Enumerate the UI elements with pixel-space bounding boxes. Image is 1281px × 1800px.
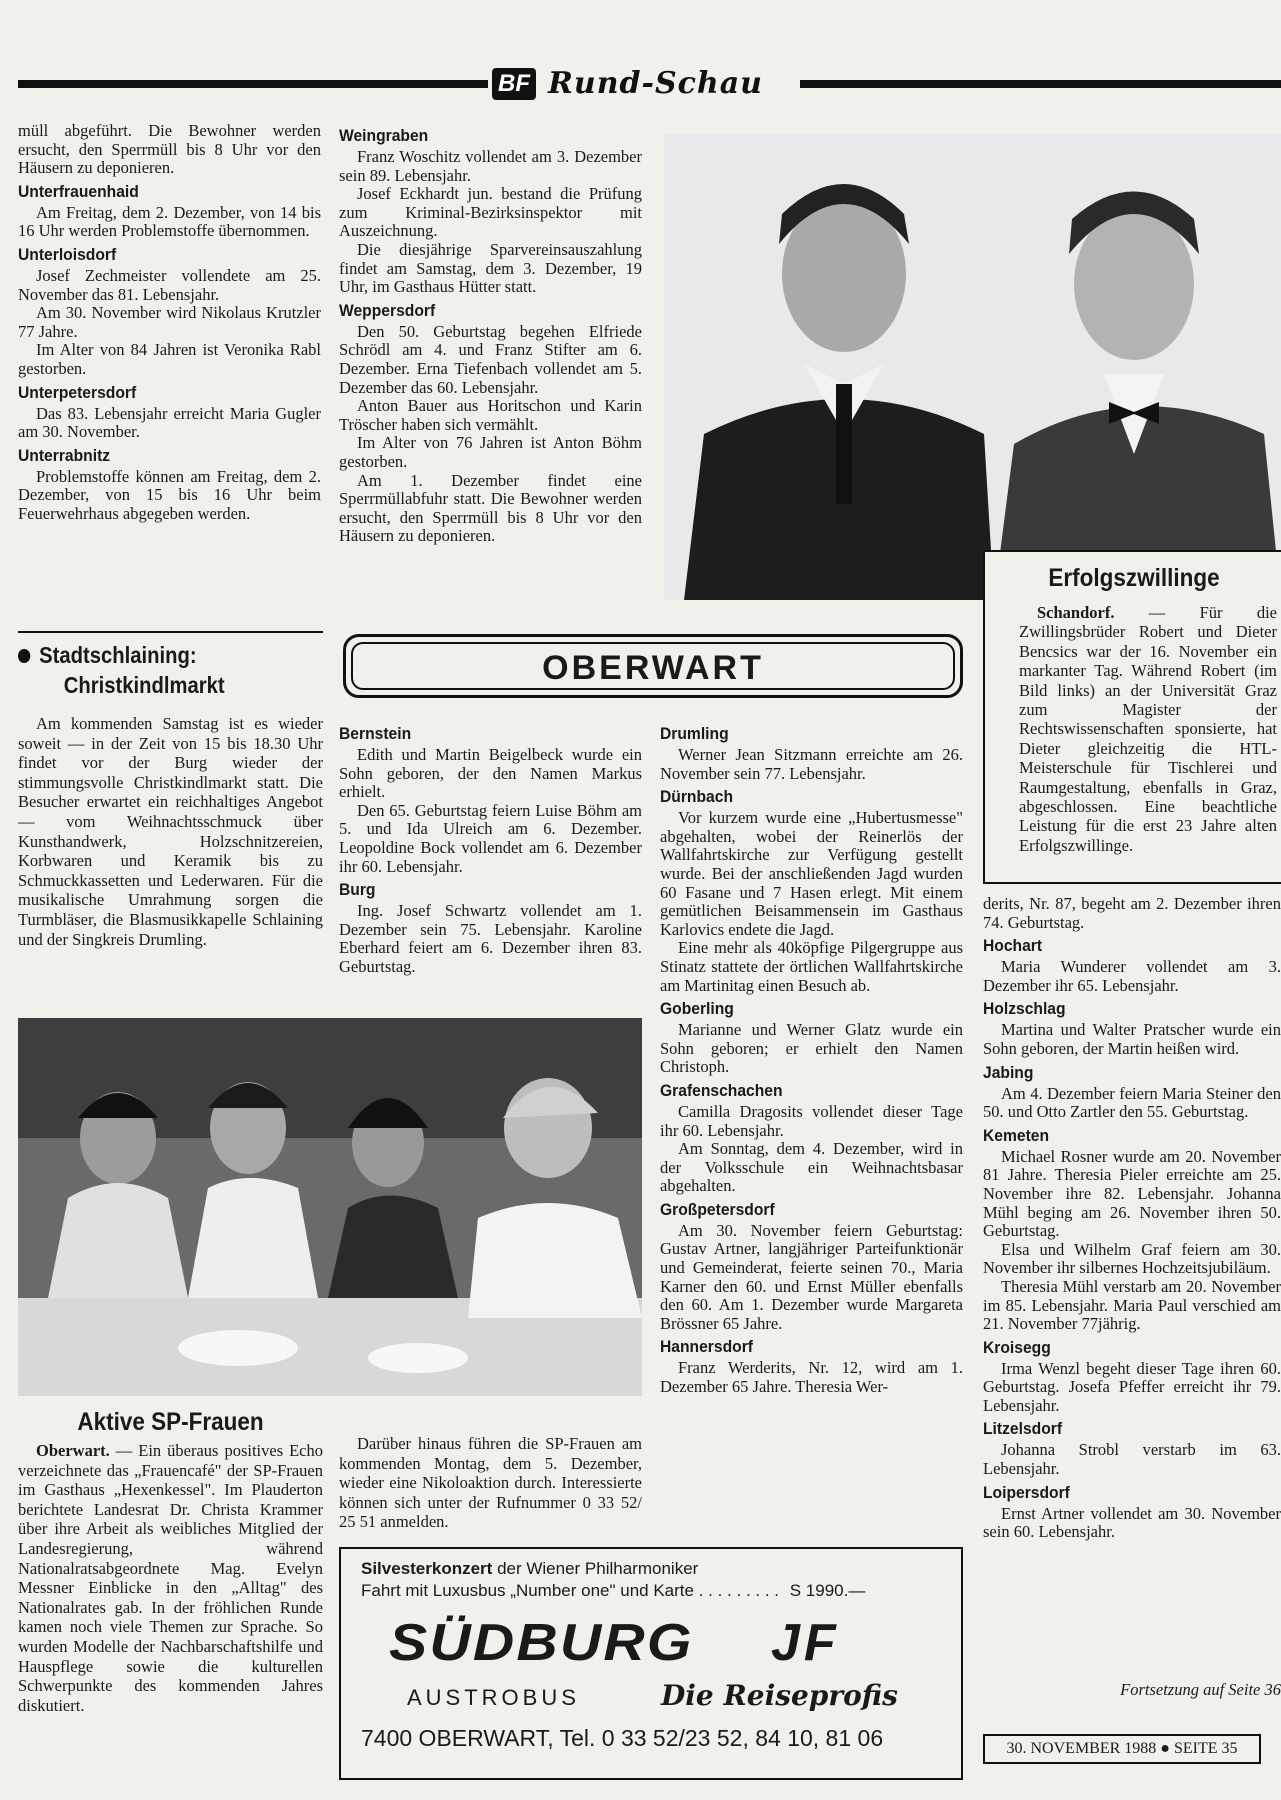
place-heading: Kemeten <box>983 1125 1050 1145</box>
paragraph: Den 65. Geburtstag feiern Luise Böhm am 5. und Ida Ulreich am 6. Dezember. Leopoldine Bock vollendet am 6. Dezember ihr 60. Lebensjahr. <box>339 800 642 876</box>
paragraph: Am 30. November wird Nikolaus Krutzler 77 Jahre. <box>18 303 321 341</box>
ad-sub: AUSTROBUS <box>407 1685 580 1710</box>
masthead-section: Rund-Schau <box>548 66 763 101</box>
place-heading: Goberling <box>660 999 734 1019</box>
ad-brand-mark: JF <box>771 1614 840 1672</box>
sp-frauen-body: — Ein überaus positives Echo verzeichnete das „Frauencafé" der SP-Frauen im Gasthaus „Hexenkessel". Im Plauderton berichtete Landesrat Dr. Christa Krammer über ihre Arbeit als weibliches Mitglied der Landesregierung, während Nationalratsabgeordnete Mag. Evelyn Messner Einblicke in den „Alltag" des Nationalrates gab. In der fröhlichen Runde kamen noch viele Themen zur Sprache. So wurden Modelle der Nachbarschaftshilfe und Hauspflege sowie die kulturellen Schwerpunkte des kommenden Jahres diskutiert. <box>18 1441 323 1715</box>
ad-price: S 1990.— <box>789 1581 866 1600</box>
place-heading: Holzschlag <box>983 999 1066 1019</box>
sp-frauen-text-2: Darüber hinaus führen die SP-Frauen am kommenden Montag, dem 5. Dezember, wieder eine Nikoloaktion durch. Interessierte können sich unter der Rufnummer 0 33 52/ 25 51 anmelden. <box>339 1434 642 1532</box>
oberwart-banner <box>343 634 963 698</box>
twins-box <box>983 550 1281 884</box>
paragraph: Theresia Mühl verstarb am 20. November im 85. Lebensjahr. Maria Paul verschied am 21. November 77jährig. <box>983 1276 1281 1334</box>
sp-frauen-title: Aktive SP-Frauen <box>77 1408 264 1436</box>
paragraph: Camilla Dragosits vollendet dieser Tage ihr 60. Lebensjahr. <box>660 1101 963 1140</box>
ad-line-2 <box>361 1581 865 1601</box>
place-heading: Unterfrauenhaid <box>18 181 139 201</box>
sp-frauen-text <box>18 1441 323 1715</box>
place-heading: Hochart <box>983 936 1043 956</box>
place-heading: Weingraben <box>339 126 429 145</box>
christkindl-kicker: Stadtschlaining: <box>39 642 197 668</box>
place-heading: Kroisegg <box>983 1337 1051 1357</box>
ad-line-2-text: Fahrt mit Luxusbus „Number one" und Karte <box>361 1581 694 1600</box>
column-1-top <box>18 122 321 524</box>
suedburg-ad <box>339 1547 963 1780</box>
paragraph: Michael Rosner wurde am 20. November 81 Jahre. Theresia Pieler erreichte am 25. November ihre 82. Lebensjahr. Johanna Mühl beging am 26. November ihren 50. Geburtstag. <box>983 1146 1281 1241</box>
place-heading: Bernstein <box>339 724 412 743</box>
paragraph: Am 30. November feiern Geburtstag: Gustav Artner, langjähriger Parteifunktionär und Gemeinderat, feierte seinen 70., Maria Karner den 60. und Ernst Müller ebenfalls den 60. Am 1. Dezember wurde Margareta Brössner 65 Jahre. <box>660 1220 963 1333</box>
twins-photo <box>664 134 1281 600</box>
paragraph: Martina und Walter Pratscher wurde ein Sohn geboren, der Martin heißen wird. <box>983 1020 1281 1058</box>
column-2-top <box>339 122 642 546</box>
twins-title: Erfolgszwillinge <box>1048 564 1220 592</box>
paragraph: Ing. Josef Schwartz vollendet am 1. Dezember sein 75. Lebensjahr. Karoline Eberhard feiert am 6. Dezember ihren 83. Geburtstag. <box>339 901 642 976</box>
paragraph: Johanna Strobl verstarb im 63. Lebensjahr. <box>983 1440 1281 1479</box>
paragraph: Vor kurzem wurde eine „Hubertusmesse" abgehalten, wobei der Reinerlös der Wallfahrtskirche zur Verfügung gestellt wurde. Bei der anschließenden Jagd wurden 60 Fasane und 7 Hasen erlegt. Mit einem gemütlichen Beisammensein im Gasthaus Karlovics endete die Jagd. <box>660 808 963 939</box>
paragraph: Anton Bauer aus Horitschon und Karin Tröscher haben sich vermählt. <box>339 396 642 434</box>
paragraph: Maria Wunderer vollendet am 3. Dezember ihr 65. Lebensjahr. <box>983 957 1281 995</box>
paragraph: Das 83. Lebensjahr erreicht Maria Gugler am 30. November. <box>18 403 321 442</box>
paragraph: Josef Eckhardt jun. bestand die Prüfung zum Kriminal-Bezirksinspektor mit Auszeichnung. <box>339 184 642 241</box>
paragraph: Am Freitag, dem 2. Dezember, von 14 bis 16 Uhr werden Problemstoffe übernommen. <box>18 202 321 241</box>
sp-frauen-article <box>18 1408 323 1715</box>
place-heading: Jabing <box>983 1062 1034 1082</box>
christkindl-text: Am kommenden Samstag ist es wieder soweit — in der Zeit von 15 bis 18.30 Uhr findet vor der Burg wieder der stimmungsvolle Christkindlmarkt statt. Die Besucher erwartet ein reichhaltiges Angebot — vom Weihnachtsschmuck über Kunsthandwerk, Holzschnitzereien, Korbwaren und Keramik bis zu Schmuckkassetten und Lederwaren. Für die musikalische Umrahmung sorgen die Turmbläser, die Blasmusikkapelle Schlaining und der Singkreis Drumling. <box>18 714 323 949</box>
twins-body: — Für die Zwillingsbrüder Robert und Dieter Bencsics war der 16. November ein markanter Tag. Während Robert (im Bild links) an der Universität Graz zum Magister der Rechtswissenschaften sponsierte, hat Dieter gleichzeitig die HTL-Meisterschule für Tischlerei und Raumgestaltung, ebenfalls in Graz, abgeschlossen. Eine beachtliche Leistung für die erst 23 Jahre alten Erfolgszwillinge. <box>1019 603 1277 855</box>
paragraph: Eine mehr als 40köpfige Pilgergruppe aus Stinatz stattete der örtlichen Wallfahrtskirche am Martinitag einen Besuch ab. <box>660 938 963 995</box>
masthead-logo: BF <box>492 68 536 100</box>
paragraph: Im Alter von 84 Jahren ist Veronika Rabl gestorben. <box>18 340 321 378</box>
sp-frauen-photo <box>18 1018 642 1396</box>
twins-text <box>1019 603 1277 855</box>
paragraph: Am Sonntag, dem 4. Dezember, wird in der Volksschule ein Weihnachtsbasar abgehalten. <box>660 1139 963 1196</box>
paragraph: Im Alter von 76 Jahren ist Anton Böhm gestorben. <box>339 433 642 471</box>
place-heading: Burg <box>339 880 376 900</box>
masthead-rule-left <box>18 80 488 88</box>
paragraph: Problemstoffe können am Freitag, dem 2. Dezember, von 15 bis 16 Uhr beim Feuerwehrhaus abgegeben werden. <box>18 466 321 523</box>
paragraph: Am 4. Dezember feiern Maria Steiner den 50. und Otto Zartler den 55. Geburtstag. <box>983 1083 1281 1122</box>
oberwart-column-3 <box>983 895 1281 1542</box>
ad-line-1-rest: der Wiener Philharmoniker <box>492 1559 699 1578</box>
ad-address: 7400 OBERWART, Tel. 0 33 52/23 52, 84 10, 81 06 <box>361 1725 884 1751</box>
place-heading: Großpetersdorf <box>660 1199 775 1219</box>
paragraph: Marianne und Werner Glatz wurde ein Sohn geboren; er erhielt den Namen Christoph. <box>660 1020 963 1077</box>
christkindl-article <box>18 640 323 949</box>
footer-date-page: 30. NOVEMBER 1988 ● SEITE 35 <box>1006 1740 1238 1757</box>
place-heading: Drumling <box>660 724 729 743</box>
place-heading: Dürnbach <box>660 787 733 807</box>
continuation-note: Fortsetzung auf Seite 36 <box>1120 1680 1281 1699</box>
twins-photo-image <box>664 134 1281 600</box>
place-heading: Unterloisdorf <box>18 244 117 264</box>
paragraph: Josef Zechmeister vollendete am 25. November das 81. Lebensjahr. <box>18 265 321 304</box>
sp-frauen-photo-image <box>18 1018 642 1396</box>
ad-line-1-bold: Silvesterkonzert <box>361 1559 493 1578</box>
rule-christkindl <box>18 631 323 633</box>
ad-dots: . . . . . . . . . <box>693 1581 780 1600</box>
paragraph: Franz Woschitz vollendet am 3. Dezember sein 89. Lebensjahr. <box>339 147 642 185</box>
ad-slogan: Die Reiseprofis <box>661 1679 898 1712</box>
place-heading: Grafenschachen <box>660 1080 783 1100</box>
masthead <box>492 66 798 102</box>
bullet-icon <box>18 649 30 663</box>
paragraph: Edith und Martin Beigelbeck wurde ein Sohn geboren, der den Namen Markus erhielt. <box>339 745 642 802</box>
masthead-rule-right <box>800 80 1281 88</box>
oberwart-title: OBERWART <box>542 649 764 687</box>
place-heading: Unterpetersdorf <box>18 382 137 402</box>
paragraph: Elsa und Wilhelm Graf feiern am 30. November ihr silbernes Hochzeitsjubiläum. <box>983 1239 1281 1278</box>
paragraph: Den 50. Geburtstag begehen Elfriede Schrödl am 4. und Franz Stifter am 6. Dezember. Erna Tiefenbach vollendet am 5. Dezember das 60. Lebensjahr. <box>339 321 642 397</box>
sp-frauen-place: Oberwart. <box>36 1441 110 1460</box>
oberwart-column-2 <box>660 720 963 1397</box>
ad-line-1 <box>361 1559 698 1579</box>
paragraph: Irma Wenzl begeht dieser Tage ihren 60. Geburtstag. Josefa Pfeffer erreicht ihr 79. Lebensjahr. <box>983 1358 1281 1415</box>
place-heading: Litzelsdorf <box>983 1419 1063 1439</box>
paragraph: Franz Werderits, Nr. 12, wird am 1. Dezember 65 Jahre. Theresia Wer- <box>660 1358 963 1397</box>
place-heading: Loipersdorf <box>983 1482 1070 1502</box>
place-heading: Weppersdorf <box>339 300 436 320</box>
paragraph: Ernst Artner vollendet am 30. November sein 60. Lebensjahr. <box>983 1503 1281 1542</box>
paragraph: Werner Jean Sitzmann erreichte am 26. November sein 77. Lebensjahr. <box>660 745 963 783</box>
paragraph: müll abgeführt. Die Bewohner werden ersucht, den Sperrmüll bis 8 Uhr vor den Häusern zu deponieren. <box>18 121 321 178</box>
place-heading: Unterrabnitz <box>18 445 111 465</box>
footer-box <box>983 1734 1261 1764</box>
ad-brand: SÜDBURG <box>389 1614 694 1672</box>
christkindl-headline <box>18 640 286 700</box>
oberwart-column-1 <box>339 720 642 977</box>
paragraph: derits, Nr. 87, begeht am 2. Dezember ihren 74. Geburtstag. <box>983 894 1281 932</box>
place-heading: Hannersdorf <box>660 1337 753 1357</box>
paragraph: Am 1. Dezember findet eine Sperrmüllabfuhr statt. Die Bewohner werden ersucht, den Sperrmüll bis 8 Uhr vor den Häusern zu deponieren. <box>339 470 642 546</box>
christkindl-title: Christkindlmarkt <box>63 672 225 698</box>
paragraph: Die diesjährige Sparvereinsauszahlung findet am Samstag, dem 3. Dezember, 19 Uhr, im Gasthaus Hütter statt. <box>339 239 642 297</box>
twins-place: Schandorf. <box>1037 603 1115 622</box>
